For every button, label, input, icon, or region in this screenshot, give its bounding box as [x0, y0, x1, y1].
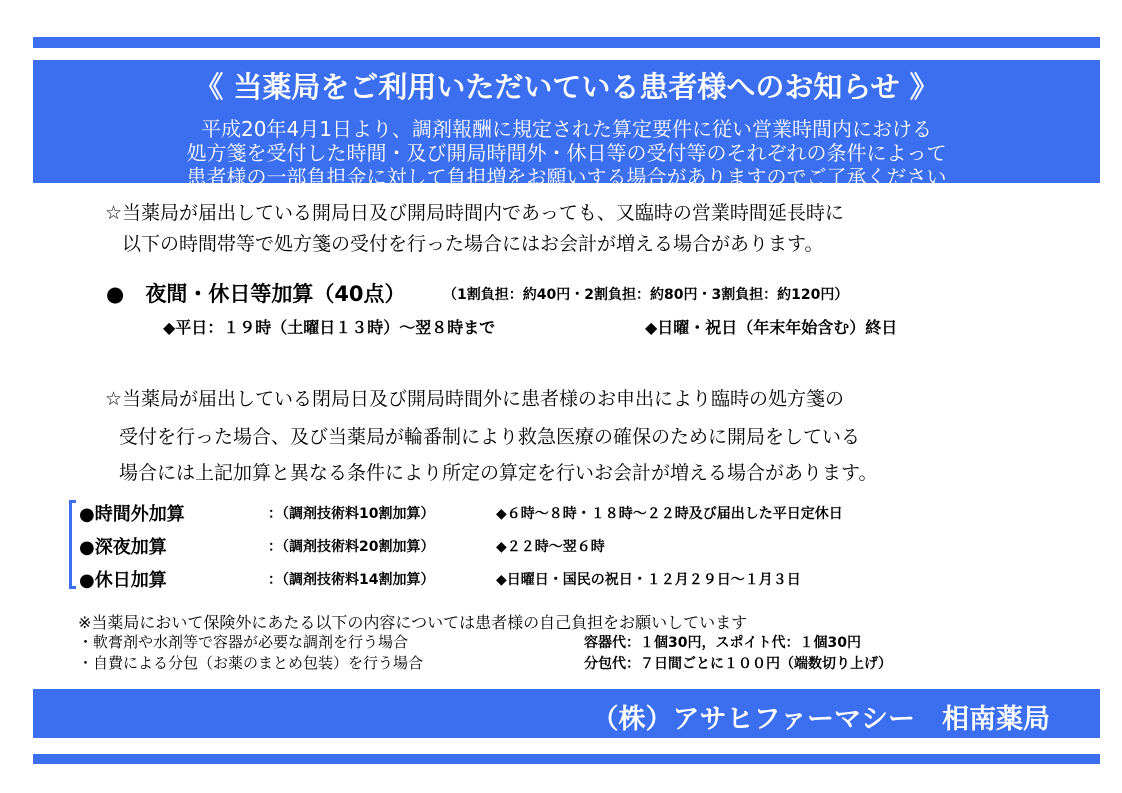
notes-item-price: 分包代：７日間ごとに１００円（端数切り上げ）: [584, 656, 892, 672]
notice-title: 《 当薬局をご利用いただいている患者様へのお知らせ 》: [194, 70, 939, 104]
night-holiday-title: ● 夜間・休日等加算（40点）: [106, 282, 406, 306]
para2-line-1: ☆当薬局が届出している閉局日及び開局時間外に患者様のお申出により臨時の処方箋の: [105, 388, 845, 410]
notes-item-price: 容器代：１個30円，スポイト代：１個30円: [584, 635, 861, 651]
para2-line-3: 場合には上記加算と異なる条件により所定の算定を行いお会計が増える場合があります。: [119, 462, 878, 484]
surcharge-bracket: [69, 500, 76, 589]
top-blue-rule: [33, 37, 1100, 48]
night-weekday-hours: ◆平日：１９時（土曜日１３時）～翌８時まで: [163, 318, 496, 337]
notes-item-label: ・自費による分包（お薬のまとめ包装）を行う場合: [78, 654, 424, 672]
night-holiday-detail: （1割負担：約40円・2割負担：約80円・3割負担：約120円）: [443, 287, 849, 303]
surcharge-time: ◆２２時～翌６時: [496, 539, 605, 555]
notes-intro: ※当薬局において保険外にあたる以下の内容については患者様の自己負担をお願いしています: [78, 613, 748, 632]
para1-line-2: 以下の時間帯等で処方箋の受付を行った場合にはお会計が増える場合があります。: [122, 233, 824, 255]
surcharge-name: ●時間外加算: [79, 504, 185, 525]
pharmacy-name: （株）アサヒファーマシー 相南薬局: [591, 704, 1050, 735]
surcharge-time: ◆６時～８時・１８時～２２時及び届出した平日定休日: [496, 506, 843, 522]
header-line-3: 患者様の一部負担金に対して負担増をお願いする場合がありますのでご了承ください: [186, 165, 947, 189]
bottom-blue-rule: [33, 754, 1100, 764]
night-sunday-hours: ◆日曜・祝日（年末年始含む）終日: [645, 318, 898, 337]
surcharge-name: ●休日加算: [79, 570, 167, 591]
para2-line-2: 受付を行った場合、及び当薬局が輪番制により救急医療の確保のために開局をしている: [119, 426, 861, 448]
header-banner: [33, 60, 1100, 189]
surcharge-rate: ：（調剤技術料10割加算）: [268, 506, 435, 522]
footer-banner: [33, 689, 1100, 738]
header-line-2: 処方箋を受付した時間・及び開局時間外・休日等の受付等のそれぞれの条件によって: [186, 141, 947, 165]
surcharge-time: ◆日曜日・国民の祝日・１２月２９日～１月３日: [496, 572, 801, 588]
notes-item-label: ・軟膏剤や水剤等で容器が必要な調剤を行う場合: [78, 633, 409, 651]
surcharge-rate: ：（調剤技術料20割加算）: [268, 539, 435, 555]
header-line-1: 平成20年4月1日より、調剤報酬に規定された算定要件に従い営業時間内における: [201, 117, 932, 141]
surcharge-rate: ：（調剤技術料14割加算）: [268, 572, 435, 588]
surcharge-name: ●深夜加算: [79, 537, 167, 558]
para1-line-1: ☆当薬局が届出している開局日及び開局時間内であっても、又臨時の営業時間延長時に: [105, 202, 844, 224]
